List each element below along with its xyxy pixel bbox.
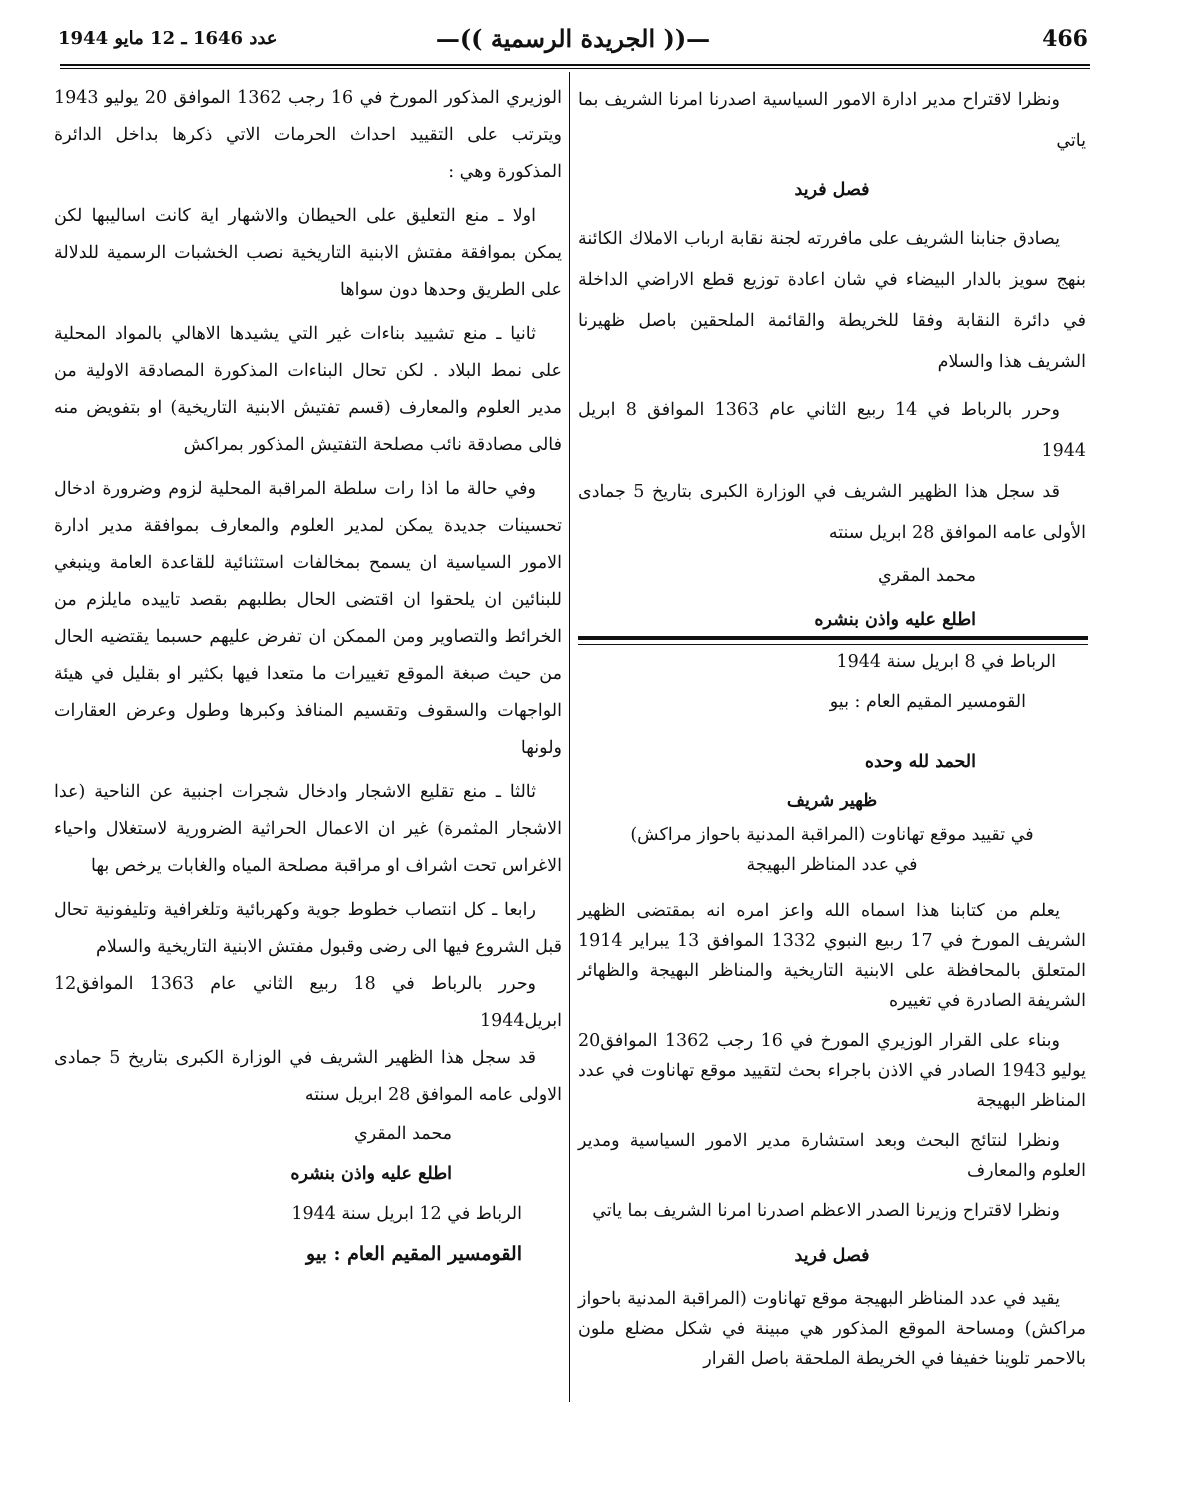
paragraph: ونظرا لنتائج البحث وبعد استشارة مدير الامور السياسية ومدير العلوم والمعارف — [578, 1131, 1086, 1181]
paragraph: قد سجل هذا الظهير الشريف في الوزارة الكبرى بتاريخ 5 جمادى الاولى عامه الموافق 28 ابريل سنته — [54, 1048, 562, 1105]
section-separator-thin — [578, 644, 1088, 645]
header-rule-thin — [60, 68, 1090, 69]
page-number: 466 — [1042, 26, 1088, 52]
paragraph: وبناء على القرار الوزيري المورخ في 16 رجب 1362 الموافق20 يوليو 1943 الصادر في الاذن باجراء بحث لتقييد موقع تهاناوت في عدد المناظر البهيجة — [578, 1031, 1086, 1111]
paragraph: يعلم من كتابنا هذا اسماه الله واعز امره انه بمقتضى الظهير الشريف المورخ في 17 ربيع النبوي 1332 الموافق 13 يبراير 1914 المتعلق بالمحافظة على الابنية التاريخية والمناظر البهيجة والظهائر الشريفة الصادرة في تغييره — [578, 901, 1086, 1011]
paragraph: وحرر بالرباط في 18 ربيع الثاني عام 1363 الموافق12 ابريل1944 — [54, 974, 562, 1031]
date-line: الرباط في 8 ابريل سنة 1944 — [836, 652, 1056, 672]
issue-info: عدد 1646 ـ 12 مايو 1944 — [58, 28, 278, 49]
gazette-title: —(( الجريدة الرسمية ))— — [435, 24, 711, 53]
paragraph: يقيد في عدد المناظر البهيجة موقع تهاناوت (المراقبة المدنية باحواز مراكش) ومساحة الموقع المذكور هي مبينة في شكل مضلع ملون بالاحمر تلوينا خفيفا في الخريطة الملحقة باصل القرار — [578, 1289, 1086, 1369]
section-heading: فصل فريد — [794, 180, 870, 200]
paragraph: وفي حالة ما اذا رات سلطة المراقبة المحلية لزوم وضرورة ادخال تحسينات جديدة يمكن لمدير العلوم والمعارف بموافقة مدير ادارة الامور السياسية ان يسمح بمخالفات استثنائية للقاعدة العامة وينبغي للبنائين ان يلحقوا ان اقتضى الحال بطلبهم بقصد تاييده مايلزم من الخرائط والتصاوير ومن الممكن ان تفرض عليهم حسبما يقتضيه الحال من حيث صبغة الموقع تغييرات ما متعدا فيها بكثير او بقليل في هيئة الواجهات والسقوف وتقسيم المنافذ وكبرها وطول وعرض العقارات ولونها — [54, 479, 562, 758]
invocation: الحمد لله وحده — [864, 752, 976, 772]
dahir-subtitle: في عدد المناظر البهيجة — [746, 855, 918, 875]
paragraph: ونظرا لاقتراح مدير ادارة الامور السياسية اصدرنا امرنا الشريف بما ياتي — [578, 90, 1086, 151]
paragraph: الوزيري المذكور المورخ في 16 رجب 1362 الموافق 20 يوليو 1943 ويترتب على التقييد احداث الحرمات الاتي ذكرها بداخل الدائرة المذكورة وهي : — [54, 88, 563, 182]
approval-line: اطلع عليه واذن بنشره — [290, 1164, 452, 1184]
section-separator — [578, 636, 1088, 640]
commissioner-line: القومسير المقيم العام : بيو — [306, 1243, 522, 1265]
paragraph: ونظرا لاقتراح وزيرنا الصدر الاعظم اصدرنا امرنا الشريف بما ياتي — [592, 1201, 1060, 1221]
paragraph: ثانيا ـ منع تشييد بناءات غير التي يشيدها الاهالي بالمواد المحلية على نمط البلاد . لكن تحال البناءات المذكورة المصادقة الاولية من مدير العلوم والمعارف (قسم تفتيش الابنية التاريخية) او بتفويض منه فالى مصادقة نائب مصلحة التفتيش المذكور بمراكش — [54, 324, 562, 455]
date-line: الرباط في 12 ابريل سنة 1944 — [291, 1204, 522, 1224]
dahir-subtitle: في تقييد موقع تهاناوت (المراقبة المدنية باحواز مراكش) — [630, 825, 1034, 845]
paragraph: وحرر بالرباط في 14 ربيع الثاني عام 1363 الموافق 8 ابريل 1944 — [578, 400, 1086, 461]
signature-name: محمد المقري — [878, 566, 977, 586]
approval-line: اطلع عليه واذن بنشره — [814, 610, 976, 630]
header-rule — [60, 64, 1090, 66]
paragraph: يصادق جنابنا الشريف على مافررته لجنة نقابة ارباب الاملاك الكائنة بنهج سويز بالدار البيضاء في شان اعادة توزيع قطع الاراضي الداخلة في دائرة النقابة وفقا للخريطة والقائمة الملحقين باصل ظهيرنا الشريف هذا والسلام — [578, 229, 1086, 372]
dahir-title: ظهير شريف — [786, 791, 878, 811]
paragraph: ثالثا ـ منع تقليع الاشجار وادخال شجرات اجنبية عن الناحية (عدا الاشجار المثمرة) غير ان الاعمال الحراثية الضرورية لاستغلال واحياء الاغراس تحت اشراف او مراقبة مصلحة المياه والغابات يرخص بها — [54, 782, 562, 876]
page-header — [58, 22, 1088, 62]
paragraph: رابعا ـ كل انتصاب خطوط جوية وكهربائية وتلغرافية وتليفونية تحال قبل الشروع فيها الى رضى وقبول مفتش الابنية التاريخية والسلام — [54, 900, 562, 957]
commissioner-line: القومسير المقيم العام : بيو — [829, 692, 1026, 712]
paragraph: قد سجل هذا الظهير الشريف في الوزارة الكبرى بتاريخ 5 جمادى الأولى عامه الموافق 28 ابريل سنته — [578, 482, 1086, 543]
left-column — [54, 80, 562, 1274]
signature-name: محمد المقري — [354, 1124, 453, 1144]
section-heading: فصل فريد — [794, 1246, 870, 1266]
paragraph: اولا ـ منع التعليق على الحيطان والاشهار اية كانت اساليبها لكن يمكن بموافقة مفتش الابنية التاريخية نصب الخشبات الرسمية للدلالة على الطريق وحدها دون سواها — [54, 206, 562, 300]
column-divider — [569, 72, 570, 1402]
right-column — [578, 80, 1086, 1374]
